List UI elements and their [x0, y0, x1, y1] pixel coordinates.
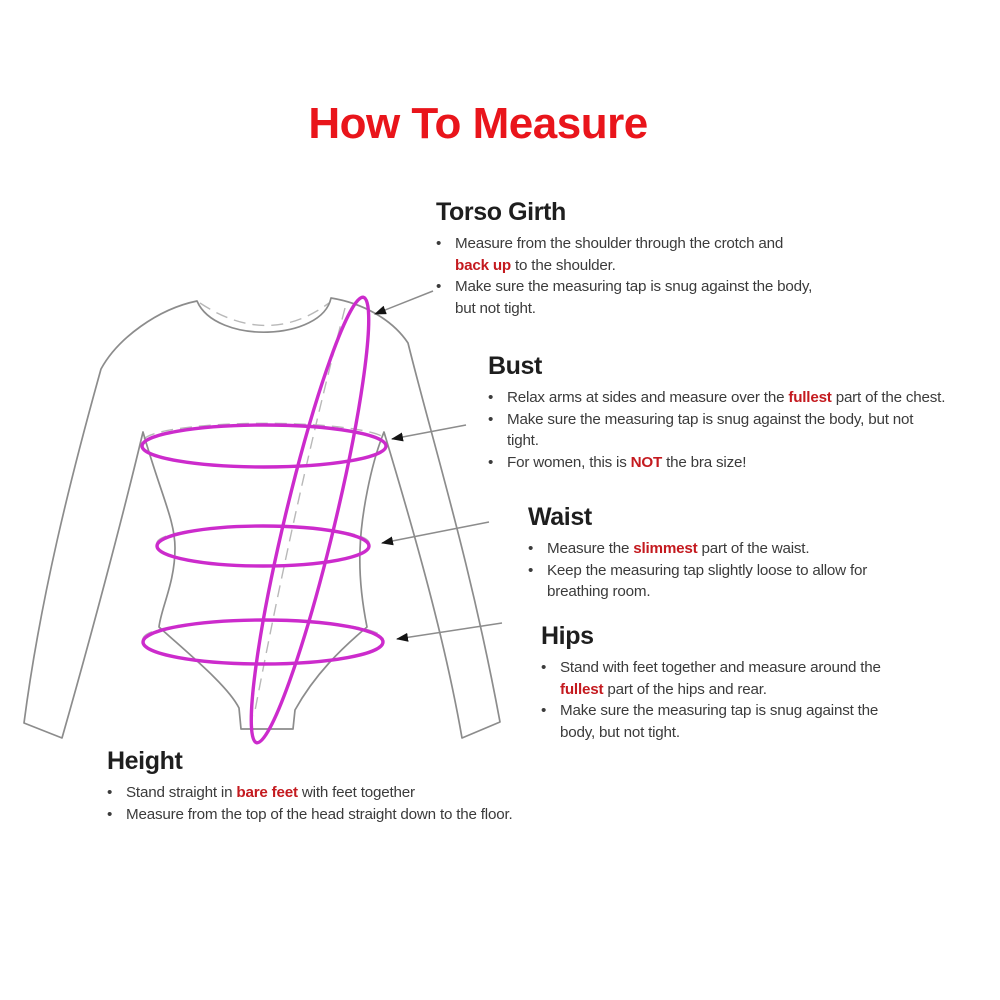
- height-heading: Height: [107, 747, 183, 775]
- bullet-text: Measure from the top of the head straight down to the floor.: [126, 805, 513, 823]
- leotard-outline: [24, 298, 500, 738]
- bullet-item: [488, 387, 945, 409]
- bullet-item: [528, 538, 867, 560]
- bullet-item: [436, 233, 812, 276]
- section-height: [107, 746, 513, 825]
- bullet-text: Keep the measuring tap slightly loose to allow for breathing room.: [547, 561, 868, 600]
- hips-loop: [143, 620, 383, 664]
- torso-girth-bullet-list: [436, 233, 812, 319]
- hips-back-dashed-arc: [143, 620, 383, 639]
- bullet-text: Relax arms at sides and measure over the fullest part of the chest.: [507, 389, 946, 406]
- bullet-marker: •: [541, 702, 547, 719]
- waist-heading: Waist: [528, 503, 592, 531]
- bullet-text: Stand with feet together and measure around the fullest part of the hips and rear.: [560, 659, 881, 698]
- bullet-text: Stand straight in bare feet with feet together: [126, 784, 415, 801]
- bullet-item: [488, 409, 945, 452]
- bullet-marker: •: [107, 805, 113, 823]
- bullet-item: [488, 452, 945, 474]
- bust-bullet-list: [488, 387, 945, 473]
- bullet-text: Make sure the measuring tap is snug against the body, but not tight.: [560, 702, 879, 741]
- bullet-item: [107, 804, 513, 826]
- bullet-marker: •: [541, 659, 547, 676]
- height-bullet-list: [107, 782, 513, 825]
- page-title: How To Measure: [308, 99, 648, 148]
- hips-heading: Hips: [541, 622, 594, 650]
- bust-heading: Bust: [488, 352, 542, 380]
- torso-girth-loop: [232, 291, 388, 748]
- bullet-marker: •: [488, 410, 494, 428]
- bullet-marker: •: [488, 453, 494, 471]
- bullet-item: [541, 700, 881, 743]
- bullet-text: Make sure the measuring tap is snug against the body, but not tight.: [507, 410, 914, 449]
- measurement-loops: [142, 291, 388, 748]
- back-neckline-dashed: [200, 303, 329, 326]
- hips-bullet-list: [541, 657, 881, 743]
- torso-girth-arrow: [375, 291, 433, 314]
- bust-arrow: [392, 425, 466, 439]
- leotard-body-path: [24, 298, 500, 738]
- waist-back-dashed-arc: [157, 526, 369, 543]
- bullet-marker: •: [436, 278, 442, 295]
- bullet-item: [528, 560, 867, 603]
- bullet-text: Measure the slimmest part of the waist.: [547, 540, 810, 557]
- bullet-item: [436, 276, 812, 319]
- bullet-marker: •: [107, 784, 113, 801]
- bullet-text: For women, this is NOT the bra size!: [507, 453, 747, 471]
- waist-arrow: [382, 522, 489, 543]
- callout-arrows: [375, 291, 502, 639]
- bullet-marker: •: [488, 389, 494, 406]
- section-torso-girth: [436, 197, 812, 319]
- section-bust: [488, 351, 945, 473]
- bust-back-dashed-arc: [144, 423, 386, 439]
- waist-loop: [157, 526, 369, 566]
- back-side-dashed-lines: [143, 303, 386, 716]
- waist-bullet-list: [528, 538, 867, 603]
- bullet-text: Make sure the measuring tap is snug against the body, but not tight.: [455, 278, 813, 317]
- bullet-text: Measure from the shoulder through the crotch and back up to the shoulder.: [455, 235, 784, 274]
- bust-loop: [142, 425, 386, 467]
- bullet-item: [541, 657, 881, 700]
- bullet-marker: •: [528, 561, 534, 579]
- bullet-item: [107, 782, 513, 804]
- bullet-marker: •: [528, 540, 534, 557]
- section-waist: [528, 502, 867, 603]
- hips-arrow: [397, 623, 502, 639]
- torso-girth-heading: Torso Girth: [436, 198, 566, 226]
- section-hips: [541, 621, 881, 743]
- torso-girth-back-dashed-line: [254, 308, 345, 716]
- bullet-marker: •: [436, 235, 442, 252]
